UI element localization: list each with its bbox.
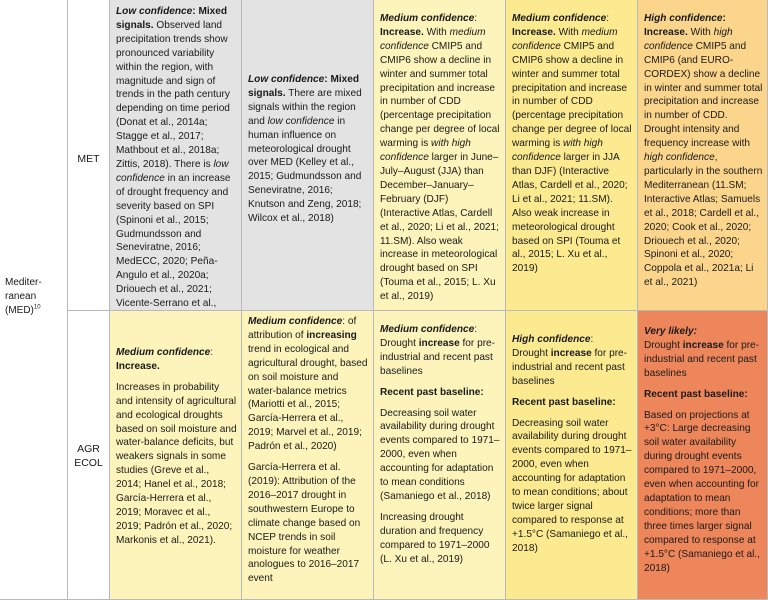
assessment-text: : of attribution of	[248, 316, 357, 341]
region-label-line2: ranean	[5, 291, 37, 302]
assessment-heading: : Mixed signals.	[248, 74, 360, 99]
region-footnote: 10	[33, 304, 41, 311]
assessment-text: Drought	[380, 337, 419, 349]
assessment-text: for pre-industrial and recent past baselines	[380, 337, 496, 377]
row-label-met: MET	[77, 153, 100, 165]
confidence-colon: :	[474, 324, 478, 335]
assessment-text-tail: in human influence on meteorological drought over MED (Kelley et al., 2015; Gudmundsson and Seneviratne, 2016; Knutson and Zeng, 2018; Wilcox et al., 2018)	[248, 115, 362, 225]
assessment-text-tail: larger in JJA than DJF) (Interactive Atlas, Cardell et al., 2020; Li et al., 2021; 11.SM). Also weak increase in meteorological drought based on SPI (Touma et al., 2015; L. Xu et al., 2019)	[512, 152, 628, 275]
assessment-text-tail: , particularly in the southern Mediterranean (11.SM; Interactive Atlas; Samuels et al., 2018; Cardell et al., 2020; Cook et al., 2020; Driouech et al., 2020; Spinoni et al., 2020; Coppola et al., 2021a; Li et al., 2021)	[644, 152, 763, 289]
assessment-heading: Increase.	[380, 26, 424, 38]
confidence-colon: :	[474, 13, 478, 24]
assessment-emphasis: medium confidence	[380, 26, 486, 52]
confidence-level: Very likely:	[644, 326, 697, 337]
met-attribution-cell	[242, 0, 374, 311]
row-label-met-cell	[68, 0, 110, 311]
assessment-heading: : Increase.	[644, 13, 726, 38]
confidence-level: Medium confidence	[380, 324, 475, 335]
subheading: Recent past baseline:	[380, 386, 484, 398]
met-projection-1-cell	[374, 0, 506, 311]
assessment-heading: : Mixed signals.	[116, 6, 228, 31]
assessment-text-tail: larger in June–July–August (JJA) than December–January–February (DJF) (Interactive Atlas, Cardell et al., 2020; Li et al., 2021; 11.SM). Also weak increase in meteorological drought based on SPI (Touma et al., 2015; L. Xu et al., 2019)	[380, 152, 499, 303]
assessment-emphasis: with high confidence	[380, 138, 471, 164]
confidence-level: Medium confidence	[116, 347, 211, 358]
confidence-level: Medium confidence	[248, 316, 343, 327]
assessment-text: Drought	[512, 347, 551, 359]
assessment-emphasis: with high confidence	[512, 138, 603, 164]
row-label-ecol: ECOL	[74, 457, 103, 469]
assessment-text-tail: trend in ecological and agricultural drought, based on soil moisture and water-balance metrics (Mariotti et al., 2015; García-Herrera et al., 2019; Marvel et al., 2019; Padrón et al., 2020)	[248, 343, 368, 453]
assessment-strong: increase	[418, 337, 460, 349]
assessment-text: Increases in probability and intensity of agricultural and ecological droughts based on soil moisture and water-balance deficits, but weakers signals in some studies (Greve et al., 2014; Hanel et al., 2018; García-Herrera et al., 2019; Moravec et al., 2019; Padrón et al., 2020; Markonis et al., 2021).	[116, 381, 237, 546]
assessment-emphasis: low confidence	[116, 158, 229, 184]
confidence-colon: :	[590, 334, 594, 345]
region-label-line3: (MED)	[5, 305, 34, 316]
assessment-text: With	[555, 26, 582, 38]
confidence-level: High confidence	[512, 334, 591, 345]
confidence-level: Medium confidence	[380, 13, 475, 24]
agr-projection-3-cell	[638, 311, 768, 600]
assessment-text: Decreasing soil water availability during drought events compared to 1971–2000, even when accounting for adaptation to mean conditions; about twice larger signal compared to response at +1.5°C (Samaniego et al., 2018)	[512, 417, 632, 554]
assessment-emphasis: high confidence	[644, 152, 715, 164]
assessment-text: for pre-industrial and recent past baselines	[644, 339, 760, 379]
confidence-level: Medium confidence	[512, 13, 607, 24]
assessment-text: Based on projections at +3°C: Large decreasing soil water availability during drought events compared to 1971–2000, even when accounting for adaptation to mean conditions; more than three times larger signal compared to response at +1.5°C (Samaniego et al., 2018)	[644, 409, 760, 574]
assessment-text: Observed land precipitation trends show pronounced variability within the region, with magnitude and sign of trends in the path century depending on time period (Donat et al., 2014a; Stagge et al., 2017; Mathbout et al., 2018a; Zittis, 2018). There is	[116, 19, 230, 170]
assessment-strong: increasing	[306, 329, 357, 341]
row-label-agr-cell	[68, 311, 110, 600]
assessment-text: CMIP5 and CMIP6 show a decline in winter and summer total precipitation and increase in number of CDD (percentage precipitation change per degree of local warming is	[512, 40, 632, 150]
assessment-text: Decreasing soil water availability during drought events compared to 1971–2000, even when accounting for adaptation to mean conditions (Samaniego et al., 2018)	[380, 407, 500, 502]
assessment-paragraph: Increasing drought duration and frequency compared to 1971–2000 (L. Xu et al., 2019)	[380, 511, 490, 565]
agr-attribution-cell	[242, 311, 374, 600]
agr-projection-1-cell	[374, 311, 506, 600]
agr-projection-2-cell	[506, 311, 638, 600]
confidence-level: High confidence	[644, 13, 723, 24]
confidence-colon: :	[210, 347, 214, 358]
assessment-text: There are mixed signals within the region and	[248, 87, 362, 127]
subheading: Recent past baseline:	[512, 396, 616, 408]
met-projection-2-cell	[506, 0, 638, 311]
assessment-strong: increase	[550, 347, 592, 359]
subheading: Recent past baseline:	[644, 388, 748, 400]
assessment-emphasis: high confidence	[644, 26, 733, 52]
assessment-text-tail: in an increase of drought frequency and severity based on SPI (Spinoni et al., 2015; Gudmundsson and Seneviratne, 2016; MedECC, 2020; Peña-Angulo et al., 2020a; Driouech et al., 2021; Vicente-Serrano et al.,	[116, 172, 231, 310]
assessment-text: With	[423, 26, 450, 38]
assessment-text: for pre-industrial and recent past baselines	[512, 347, 628, 387]
agr-observed-cell	[110, 311, 242, 600]
assessment-text: With	[687, 26, 714, 38]
assessment-text: CMIP5 and CMIP6 show a decline in winter and summer total precipitation and increase in number of CDD (percentage precipitation change per degree of local warming is	[380, 40, 500, 150]
assessment-emphasis: medium confidence	[512, 26, 618, 52]
assessment-paragraph: García-Herrera et al. (2019): Attribution of the 2016–2017 drought in southwestern Europe to climate change based on NCEP trends in soil moisture for weather anologues to 2016–2017 event	[248, 462, 361, 585]
met-projection-3-cell	[638, 0, 768, 311]
confidence-colon: :	[606, 13, 610, 24]
assessment-text: Drought	[644, 339, 683, 351]
assessment-heading: Increase.	[116, 360, 160, 372]
assessment-emphasis: low confidence	[267, 115, 335, 127]
confidence-level: Low confidence	[116, 6, 193, 17]
region-cell	[0, 0, 68, 600]
assessment-text: CMIP5 and CMIP6 (and EURO-CORDEX) show a decline in winter and summer total precipitation and increase in number of CDD. Drought intensity and frequency increase with	[644, 40, 763, 150]
assessment-strong: increase	[682, 339, 724, 351]
confidence-level: Low confidence	[248, 74, 325, 85]
met-observed-cell	[110, 0, 242, 311]
assessment-heading: Increase.	[512, 26, 556, 38]
region-label-line1: Mediter-	[5, 277, 42, 288]
row-label-agr: AGR	[77, 443, 100, 455]
